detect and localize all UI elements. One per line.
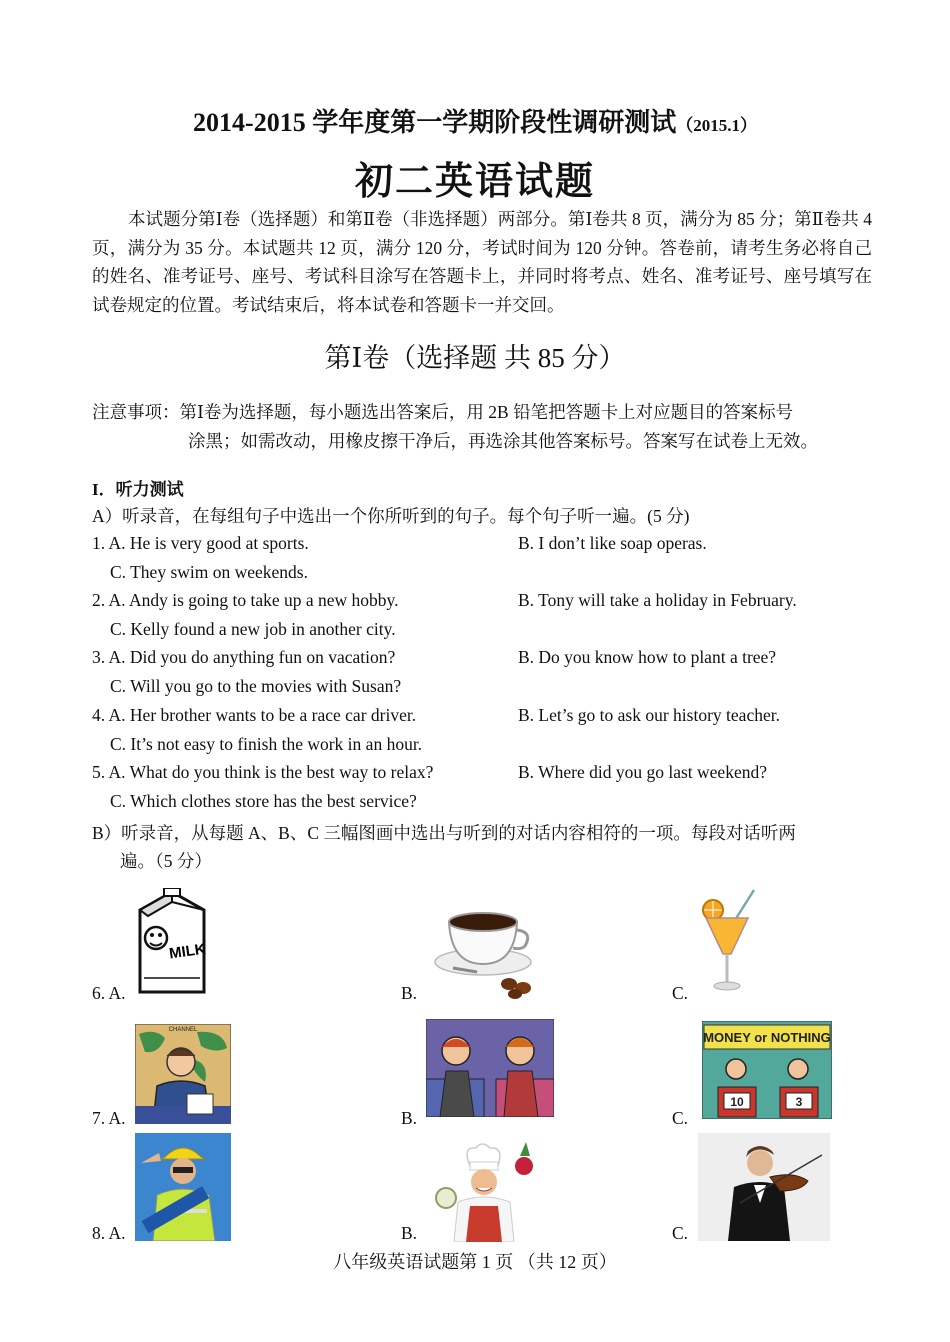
section-a-instructions: A）听录音，在每组句子中选出一个你所听到的句子。每个句子听一遍。(5 分) [92,506,690,526]
tv-channel-label: CHANNEL [168,1027,198,1033]
q1-option-b: B. I don’t like soap operas. [518,533,707,553]
exam-header-title: 2014-2015 学年度第一学期阶段性调研测试 [193,108,677,137]
exam-intro [92,205,872,319]
q2-option-a: 2. A. Andy is going to take up a new hobby. [92,590,399,610]
milk-text: MILK [168,940,207,963]
section-b-instructions-2: 遍。（5 分） [120,851,212,871]
q6-label-b: B. [401,983,418,1003]
notice-line-2: 涂黑；如需改动，用橡皮擦干净后，再选涂其他答案标号。答案写在试卷上无效。 [188,431,818,451]
q5-option-b: B. Where did you go last weekend? [518,762,767,782]
q4-option-b: B. Let’s go to ask our history teacher. [518,705,780,725]
q8-label-b: B. [401,1223,418,1243]
q7-label-b: B. [401,1108,418,1128]
q6-label-a: 6. A. [92,983,126,1003]
q3-option-b: B. Do you know how to plant a tree? [518,647,777,667]
q8-label-a: 8. A. [92,1223,126,1243]
q7-label-a: 7. A. [92,1108,126,1128]
part-heading: I．听力测试 [92,480,184,499]
q3-option-a: 3. A. Did you do anything fun on vacation? [92,647,396,667]
subject-title: 初二英语试题 [354,161,595,203]
page-footer: 八年级英语试题第 1 页 （共 12 页） [333,1252,617,1272]
q8-label-c: C. [672,1223,689,1243]
q6-label-c: C. [672,983,689,1003]
q3-option-c: C. Will you go to the movies with Susan? [110,676,402,696]
score-left: 10 [730,1095,744,1109]
notice [92,398,872,456]
section-b-instructions-1: B）听录音，从每题 A、B、C 三幅图画中选出与听到的对话内容相符的一项。每段对话听两 [92,823,796,843]
notice-line-1: 注意事项：第Ⅰ卷为选择题，每小题选出答案后，用 2B 铅笔把答题卡上对应题目的答案标号 [92,402,794,422]
q1-option-a: 1. A. He is very good at sports. [92,533,309,553]
exam-header [0,102,950,139]
game-show-title: MONEY or NOTHING [703,1030,831,1045]
q1-option-c: C. They swim on weekends. [110,562,308,582]
intro-paragraph: 本试题分第Ⅰ卷（选择题）和第Ⅱ卷（非选择题）两部分。第Ⅰ卷共 8 页，满分为 85 分；第Ⅱ卷共 4 页，满分为 35 分。本试题共 12 页，满分 120 分，考试时间为 120 分钟。答卷前，请考生务必将自己的姓名、准考证号、座号、考试科目涂写在答题卡上，并同时将考点、姓名、准考证号、座号填写在试卷规定的位置。考试结束后，将本试卷和答题卡一并交回。 [92,209,872,315]
talk-show-icon [426,1019,554,1117]
q5-option-c: C. Which clothes store has the best service? [110,791,417,811]
milk-carton-icon [134,888,210,1000]
juice-glass-icon [698,888,760,996]
exam-date: （2015.1） [676,116,757,135]
game-show-icon [702,1021,832,1119]
chef-icon [432,1140,540,1242]
section-title: 第Ⅰ卷（选择题 共 85 分） [324,343,626,373]
q2-option-b: B. Tony will take a holiday in February. [518,590,797,610]
score-right: 3 [795,1095,803,1109]
q4-option-a: 4. A. Her brother wants to be a race car driver. [92,705,417,725]
violinist-icon [698,1133,830,1241]
coffee-cup-icon [433,902,538,1000]
news-reporter-icon [135,1024,231,1124]
construction-worker-icon [135,1133,231,1241]
q7-label-c: C. [672,1108,689,1128]
q2-option-c: C. Kelly found a new job in another city. [110,619,396,639]
q5-option-a: 5. A. What do you think is the best way to relax? [92,762,434,782]
q4-option-c: C. It’s not easy to finish the work in an hour. [110,734,423,754]
